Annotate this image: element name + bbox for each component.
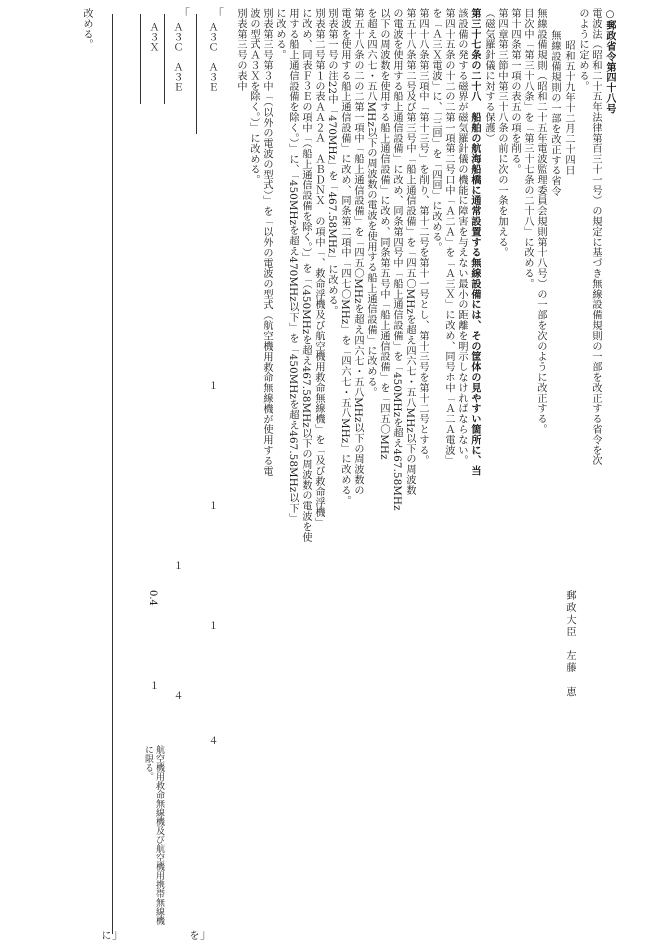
ordinance-date: 昭和五十九年十二月二十四日 xyxy=(563,40,574,176)
preamble-line-2: のように定める。 xyxy=(577,8,588,92)
body-line-14: を超え四六七・五八MHz以下の周波数の電波を使用する船上通信設備」に改める。 xyxy=(365,8,376,398)
body-line-20: 用する船上通信設備を除く。）」に、「450MHzを超え470MHz以下」を「450MHzを超え467.58MHz以下」 xyxy=(287,8,298,524)
body-line-7: 該設備の発する磁界が磁気羅針儀の機能に障害を与えない最小の距離を明示しなければならない。 xyxy=(456,8,467,466)
body-line-24: 別表第三号の表中 xyxy=(235,8,246,92)
table-value-8: １ xyxy=(147,680,158,690)
table-value-6: ４ xyxy=(171,690,182,700)
closing-text: 改める。 xyxy=(81,8,92,50)
body-line-3: 第十四条第一項の表五の項を削る。 xyxy=(509,8,520,175)
table-label-2: Ａ３Ｃ Ａ３Ｅ xyxy=(171,22,182,92)
supplementary-block xyxy=(0,0,70,950)
body-line-22: 別表第三号第３中「（以外の電波の型式）」を「以外の電波の型式（航空機用救命無線機が使用する電 xyxy=(261,8,272,477)
table-value-4: ４ xyxy=(206,735,217,745)
body-line-2: 目次中「第三十八条」を「第三十七条の二十八」に改める。 xyxy=(522,8,533,289)
table-label-3: Ａ３Ｘ xyxy=(147,22,158,52)
table-label-1: Ａ３Ｃ Ａ３Ｅ xyxy=(206,22,217,92)
table-open-bracket-2: 「 xyxy=(178,7,191,21)
table-close-bracket-1: 」 xyxy=(200,927,213,941)
body-line-12: の電波を使用する船上通信設備」に改め、同条第四号中「船上通信設備」を「450MHzを超え467.58MHz xyxy=(391,8,402,511)
body-line-1: 無線設備規則（昭和二十五年電波監理委員会規則第十八号）の一部を次のように改正する。 xyxy=(535,8,546,435)
table-value-5: １ xyxy=(171,560,182,570)
body-line-13: 以下の周波数を使用する船上通信設備」に改め、同条第五号中「船上通信設備」を「四五〇MHz xyxy=(378,8,389,460)
body-line-15: 第五十八条の二の二第一項中「船上通信設備」を「四五〇MHzを超え四六七・五八MHz以下の周波数の xyxy=(352,8,363,496)
table-note: 航空機用救命無線機及び航空機用携帯無線機に限る。 xyxy=(143,745,164,925)
table-value-1: １ xyxy=(206,380,217,390)
body-line-23: 波の型式Ａ３Ｘを除く。）」に改める。 xyxy=(248,8,259,185)
table-tail-ni: に xyxy=(99,930,110,941)
body-line-9: を「Ａ三Ｘ電波」に、「三回」を「四回」に改める。 xyxy=(430,8,441,253)
table-value-3: １ xyxy=(206,620,217,630)
table-border-right xyxy=(112,14,113,934)
table-border-inner-2 xyxy=(140,14,141,104)
body-line-5: （磁気羅針儀に対する保護） xyxy=(483,8,494,144)
body-line-4: 第四章第三節中第三十八条の前に次の一条を加える。 xyxy=(496,8,507,258)
body-line-21: に改める。 xyxy=(274,8,285,60)
table-border-inner-1 xyxy=(164,14,165,104)
table-border-left xyxy=(196,14,197,134)
body-line-19: に改め、同表Ｆ３Ｅの項中「（船上通信設備を除く。）」を「（450MHzを超え467.58MHz以下の周波数の電波を使 xyxy=(300,8,311,543)
ordinance-title: ○郵政省令第四十八号 xyxy=(604,8,616,114)
table-open-bracket-1: 「 xyxy=(212,7,225,21)
body-line-10: 第四十八条第三項中「第十三号」を削り、第十二号を第十一号とし、第十三号を第十二号とする。 xyxy=(417,8,428,466)
table-tail-wo: を xyxy=(187,930,198,941)
body-line-18: 別表第二号第１の表ＡＡ２Ａ ＡＢＤＮＸ の項中「、救命浮機及び航空機用救命無線機」を「及び救命浮機」 xyxy=(313,8,324,528)
body-line-17: 別表第一号の注22中「470MHz」を「467.58MHz」に改める。 xyxy=(326,8,337,317)
body-line-8: 第四十五条の十二の二第一項第二号口中「Ａ二Ａ」を「Ａ三Ｘ」に改め、同号ホ中「Ａ二Ａ電波」 xyxy=(443,8,454,466)
body-line-11: 第五十八条第二号及び第三号中「船上通信設備」を「四五〇MHzを超え四六七・五八MHz以下の周波数 xyxy=(404,8,415,496)
body-line-16: 電波を使用する船上通信設備」に改め、同条第二項中「四七〇MHz」を「四六七・五八MHz」に改める。 xyxy=(339,8,350,506)
body-line-6: 第三十七条の二十八 船舶の航海船橋に通常設置する無線設備には、その筐体の見やすい箇所に、当 xyxy=(469,8,481,476)
minister-title: 郵政大臣 xyxy=(564,590,575,639)
table-value-2: １ xyxy=(206,500,217,510)
table-close-bracket-2: 」 xyxy=(112,927,125,941)
minister-name: 左藤 恵 xyxy=(564,650,575,699)
preamble-line-1: 電波法（昭和二十五年法律第百三十一号）の規定に基づき無線設備規則の一部を改正する省令を次 xyxy=(590,8,601,466)
table-value-7: 0.4 xyxy=(147,590,158,606)
amendment-heading: 無線設備規則の一部を改正する省令 xyxy=(549,30,560,197)
